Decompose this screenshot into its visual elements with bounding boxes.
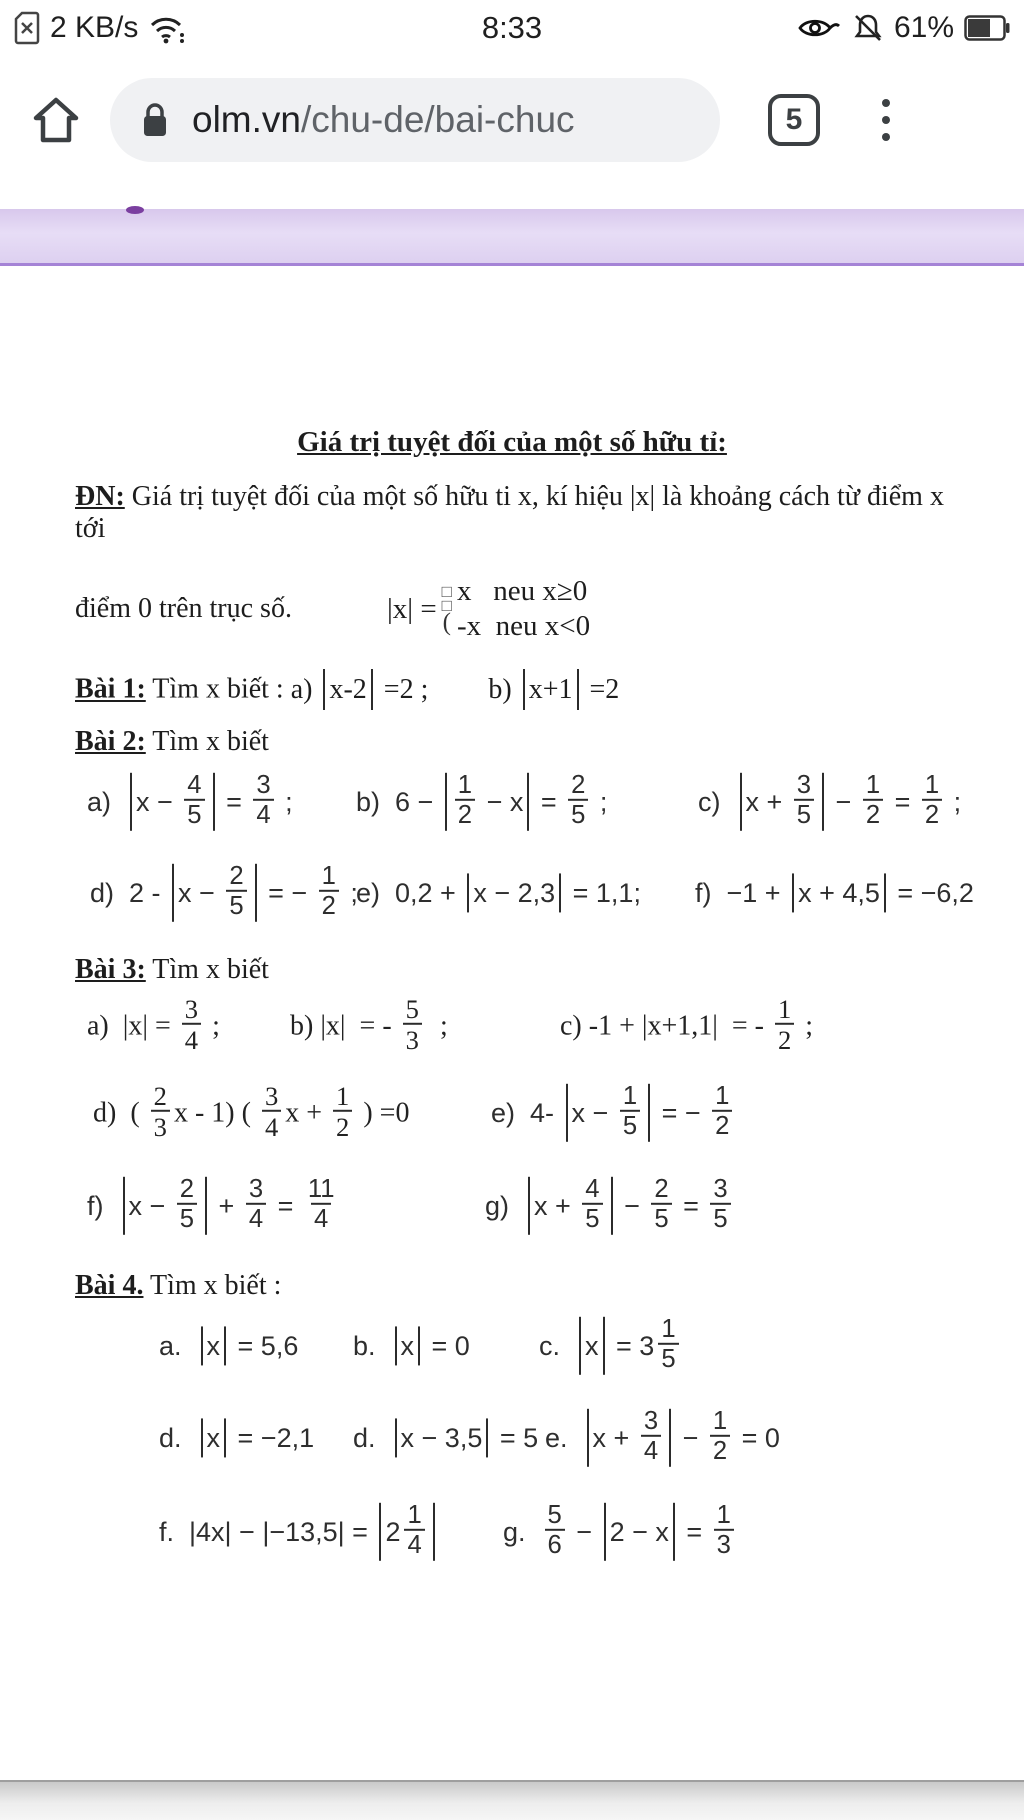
bai2-item-a: a) x − $\frac{4}{5}$ = $\frac{3}{4}$ ; bbox=[87, 770, 293, 830]
dn-label: ĐN: bbox=[75, 481, 125, 512]
bai2-item-d: d) 2 - x − $\frac{2}{5}$ = − $\frac{1}{2}$ ; bbox=[90, 861, 358, 921]
bai4-item-c: c. x = 3 $\frac{1}{5}$ bbox=[539, 1318, 683, 1376]
dn-line2-text: điểm 0 trên trục số. bbox=[75, 593, 292, 624]
piecewise-lhs: |x| = bbox=[386, 592, 437, 625]
bai4-item-g: g. $\frac{5}{6}$ − 2 − x = $\frac{1}{3}$ bbox=[503, 1504, 738, 1562]
bai3-item-f: f) x − $\frac{2}{5}$ + $\frac{3}{4}$ = $\frac{11}{4}$ bbox=[87, 1174, 335, 1234]
lock-icon bbox=[140, 101, 170, 139]
url-domain: olm.vn bbox=[192, 99, 301, 140]
tab-count: 5 bbox=[785, 103, 803, 136]
url-bar[interactable] bbox=[110, 78, 720, 162]
bai2-item-f: f) −1 + x + 4,5 = −6,2 bbox=[695, 875, 974, 914]
battery-percent: 61% bbox=[893, 10, 954, 44]
menu-dot bbox=[882, 99, 890, 107]
bai4-item-a: a. x = 5,6 bbox=[159, 1328, 298, 1367]
bai3-row-1 bbox=[75, 986, 949, 1070]
worksheet-title: Giá trị tuyệt đối của một số hữu tỉ: bbox=[297, 426, 727, 458]
bai2-item-c: c) x + $\frac{3}{5}$ − $\frac{1}{2}$ = $\frac{1}{2}$ ; bbox=[698, 770, 962, 830]
status-bar bbox=[0, 0, 1024, 55]
page-end-shadow bbox=[0, 1780, 1024, 1820]
bai4-item-d2: d. x − 3,5 = 5 bbox=[353, 1420, 538, 1459]
bai1-line bbox=[75, 671, 949, 712]
bai3-intro: Tìm x biết bbox=[145, 953, 269, 985]
bai2-label: Bài 2: bbox=[75, 725, 146, 757]
piecewise-definition bbox=[387, 574, 590, 644]
toolbar-gap bbox=[0, 185, 1024, 209]
bai1-label: Bài 1: bbox=[75, 673, 146, 705]
bai3-item-g: g) x + $\frac{4}{5}$ − $\frac{2}{5}$ = $\frac{3}{5}$ bbox=[485, 1178, 735, 1236]
bai3-item-c: c) -1 + |x+1,1| = - $\frac{1}{2}$ ; bbox=[560, 993, 814, 1056]
bai4-header bbox=[75, 1270, 949, 1302]
bai2-intro: Tìm x biết bbox=[145, 725, 269, 757]
url-path: /chu-de/bai-chuc bbox=[300, 99, 575, 140]
bai4-intro: Tìm x biết : bbox=[143, 1269, 282, 1301]
bai4-item-b: b. x = 0 bbox=[353, 1328, 470, 1367]
bai2-row-2 bbox=[75, 850, 974, 940]
bai2-header bbox=[75, 726, 949, 758]
piecewise-top: x neu x≥0 bbox=[456, 575, 588, 608]
bai3-header bbox=[75, 954, 949, 986]
bai2-row-1 bbox=[75, 758, 962, 850]
bai1-item-b: b) x+1 =2 bbox=[488, 674, 619, 705]
home-button[interactable] bbox=[28, 92, 84, 148]
url-text bbox=[192, 99, 575, 141]
bai1-item-a: a) x-2 =2 ; bbox=[291, 674, 429, 705]
bai4-item-d1: d. x = −2,1 bbox=[159, 1420, 314, 1459]
definition-line-2 bbox=[75, 561, 949, 657]
menu-dot bbox=[882, 133, 890, 141]
bai3-item-e: e) 4- x − $\frac{1}{5}$ = − $\frac{1}{2}$ bbox=[491, 1085, 736, 1143]
bai4-item-e: e. x + $\frac{3}{4}$ − $\frac{1}{2}$ = 0 bbox=[545, 1406, 780, 1466]
bai2-item-b: b) 6 − $\frac{1}{2}$ − x = $\frac{2}{5}$ ; bbox=[356, 770, 608, 830]
brace-glyph: □ □ ( bbox=[441, 581, 452, 636]
bai4-row-2 bbox=[75, 1394, 949, 1486]
bai3-row-2 bbox=[75, 1070, 949, 1160]
piecewise-bottom: -x neu x<0 bbox=[456, 610, 591, 642]
network-speed: 2 KB/s bbox=[50, 10, 139, 44]
clock: 8:33 bbox=[481, 9, 543, 45]
overflow-menu-button[interactable] bbox=[876, 93, 896, 147]
definition-line bbox=[75, 481, 949, 545]
menu-dot bbox=[882, 116, 890, 124]
band-dot bbox=[126, 206, 144, 214]
bai1-intro: Tìm x biết : bbox=[145, 673, 291, 705]
bai4-row-1 bbox=[75, 1302, 949, 1394]
bai3-item-b: b) |x| = - $\frac{5}{3}$ ; bbox=[290, 993, 448, 1056]
bai2-item-e: e) 0,2 + x − 2,3 = 1,1; bbox=[356, 875, 641, 914]
bai3-item-a: a) |x| = $\frac{3}{4}$ ; bbox=[87, 993, 220, 1056]
bai3-item-d: d) ( $\frac{2}{3}$ x - 1) ( $\frac{3}{4}$ x + $\frac{1}{2}$ ) =0 bbox=[93, 1080, 410, 1143]
page-header-band bbox=[0, 209, 1024, 266]
worksheet-document bbox=[0, 266, 1024, 1582]
piecewise-cases bbox=[457, 574, 590, 644]
bai4-row-3 bbox=[75, 1486, 949, 1582]
browser-toolbar bbox=[0, 55, 1024, 185]
dn-text: Giá trị tuyệt đối của một số hữu ti x, kí hiệu |x| là khoảng cách từ điểm x tới bbox=[75, 481, 944, 544]
tab-switcher-button[interactable] bbox=[768, 94, 820, 146]
bai4-item-f: f. |4x| − |−13,5| = 2 $\frac{1}{4}$ bbox=[159, 1504, 439, 1562]
bai3-label: Bài 3: bbox=[75, 953, 146, 985]
bai3-row-3 bbox=[75, 1160, 949, 1256]
bai4-label: Bài 4. bbox=[75, 1269, 144, 1301]
